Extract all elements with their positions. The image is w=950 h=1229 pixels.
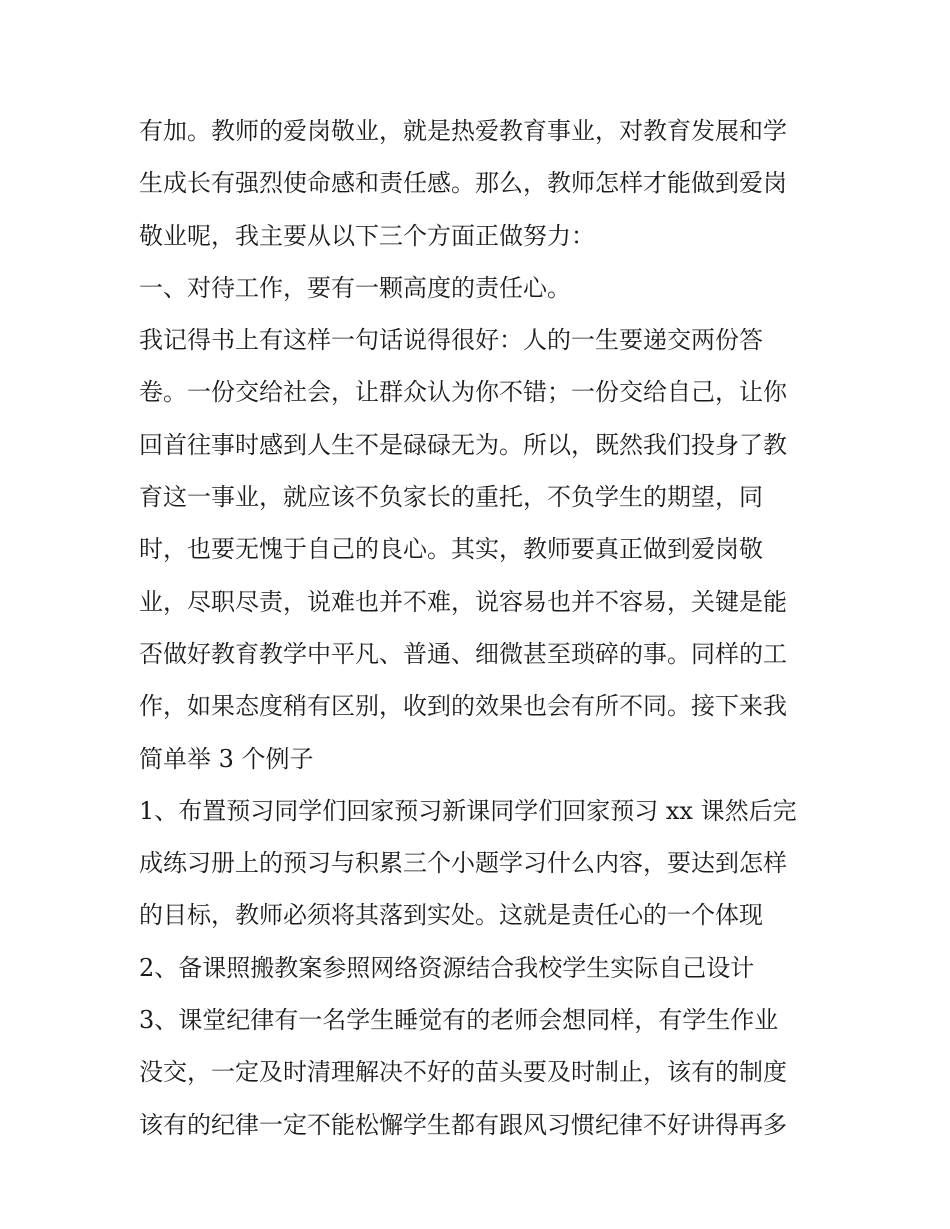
text-line: 有加。教师的爱岗敬业，就是热爱教育事业，对教育发展和学: [139, 117, 787, 145]
text-line: 业，尽职尽责，说难也并不难，说容易也并不容易，关键是能: [139, 587, 787, 616]
document-body: [139, 105, 819, 1151]
text-line: 成练习册上的预习与积累三个小题学习什么内容，要达到怎样: [139, 849, 787, 878]
text-line: 育这一事业，就应该不负家长的重托，不负学生的期望，同: [139, 483, 763, 512]
text-line: 该有的纪律一定不能松懈学生都有跟风习惯纪律不好讲得再多: [139, 1110, 787, 1139]
text-line: 敬业呢，我主要从以下三个方面正做努力：: [139, 221, 595, 250]
text-line: 回首往事时感到人生不是碌碌无为。所以，既然我们投身了教: [139, 430, 787, 459]
text-line: 时，也要无愧于自己的良心。其实，教师要真正做到爱岗敬: [139, 535, 763, 564]
list-item: 1、布置预习同学们回家预习新课同学们回家预习 xx 课然后完: [139, 796, 797, 825]
text-line: 我记得书上有这样一句话说得很好：人的一生要递交两份答: [139, 326, 763, 355]
list-item: 2、备课照搬教案参照网络资源结合我校学生实际自己设计: [139, 953, 755, 982]
section-heading: 一、对待工作，要有一颗高度的责任心。: [139, 273, 571, 302]
text-line: 作，如果态度稍有区别，收到的效果也会有所不同。接下来我: [139, 692, 787, 721]
text-line: 的目标，教师必须将其落到实处。这就是责任心的一个体现: [139, 901, 763, 930]
text-line: 没交，一定及时清理解决不好的苗头要及时制止，该有的制度: [139, 1058, 787, 1087]
text-line: 否做好教育教学中平凡、普通、细微甚至琐碎的事。同样的工: [139, 639, 787, 668]
text-line: 卷。一份交给社会，让群众认为你不错；一份交给自己，让你: [139, 378, 787, 407]
text-line: 生成长有强烈使命感和责任感。那么，教师怎样才能做到爱岗: [139, 169, 787, 198]
text-line: 简单举 3 个例子: [139, 744, 314, 773]
list-item: 3、课堂纪律有一名学生睡觉有的老师会想同样，有学生作业: [139, 1006, 779, 1035]
